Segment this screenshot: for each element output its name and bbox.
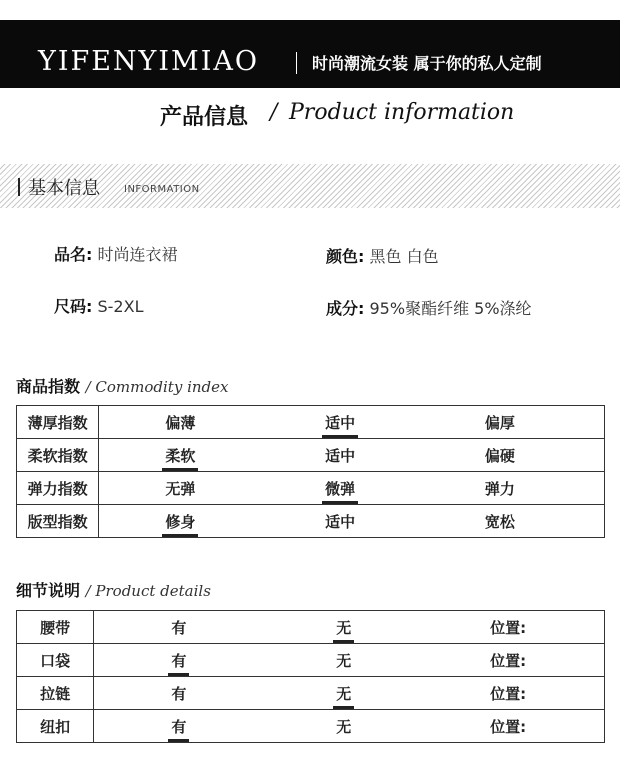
table-row xyxy=(17,472,605,505)
option: 偏硬 xyxy=(484,446,515,465)
option-cell xyxy=(419,505,605,538)
table-row xyxy=(17,611,605,644)
info-item-color xyxy=(326,244,439,267)
brand-divider xyxy=(296,52,297,74)
option-cell xyxy=(259,406,419,439)
option: 无弹 xyxy=(165,479,196,498)
option-cell xyxy=(94,677,259,710)
option: 位置: xyxy=(490,651,527,670)
product-details-table xyxy=(16,610,605,743)
selected-option: 修身 xyxy=(165,512,196,531)
option: 偏厚 xyxy=(484,413,515,432)
option-cell xyxy=(419,472,605,505)
option-cell xyxy=(419,439,605,472)
info-item-name xyxy=(54,242,178,265)
option: 位置: xyxy=(490,684,527,703)
selected-option: 柔软 xyxy=(165,446,196,465)
page-title-en: Product information xyxy=(289,100,515,125)
product-details-title xyxy=(16,578,211,601)
selected-option: 适中 xyxy=(325,413,356,432)
option-cell xyxy=(259,644,424,677)
option-cell xyxy=(94,611,259,644)
info-label: 颜色: xyxy=(326,247,365,266)
option-cell xyxy=(259,472,419,505)
row-label: 纽扣 xyxy=(17,710,94,743)
info-value: 时尚连衣裙 xyxy=(97,245,178,264)
details-title-en: / Product details xyxy=(85,582,211,600)
basic-info-subtitle: INFORMATION xyxy=(124,184,200,195)
info-label: 尺码: xyxy=(54,297,93,316)
header-banner xyxy=(0,20,620,154)
option: 无 xyxy=(336,717,352,736)
info-label: 品名: xyxy=(54,245,93,264)
selected-option: 无 xyxy=(336,618,352,637)
brand-slogan: 时尚潮流女装 属于你的私人定制 xyxy=(312,54,542,73)
details-title-cn: 细节说明 xyxy=(16,581,81,600)
page-title-cn: 产品信息 xyxy=(160,105,249,130)
page-title-separator: / xyxy=(270,100,278,125)
option: 位置: xyxy=(490,717,527,736)
commodity-index-table xyxy=(16,405,605,538)
option-cell xyxy=(99,406,259,439)
commodity-title-cn: 商品指数 xyxy=(16,377,81,396)
table-row xyxy=(17,439,605,472)
option-cell xyxy=(259,439,419,472)
option-cell xyxy=(424,710,604,743)
commodity-title-en: / Commodity index xyxy=(85,378,229,396)
option-cell xyxy=(259,710,424,743)
option-cell xyxy=(94,644,259,677)
row-label: 版型指数 xyxy=(17,505,99,538)
option-cell xyxy=(424,644,604,677)
info-item-material xyxy=(326,296,532,319)
option-cell xyxy=(259,611,424,644)
top-margin xyxy=(0,0,620,20)
row-label: 腰带 xyxy=(17,611,94,644)
table-row xyxy=(17,644,605,677)
option: 位置: xyxy=(490,618,527,637)
brand-name: YIFENYIMIAO xyxy=(38,46,259,77)
info-label: 成分: xyxy=(326,299,365,318)
option-cell xyxy=(419,406,605,439)
basic-info-title: 基本信息 xyxy=(28,178,100,199)
info-value: 95%聚酯纤维 5%涤纶 xyxy=(369,299,532,318)
info-value: 黑色 白色 xyxy=(369,247,439,266)
row-label: 口袋 xyxy=(17,644,94,677)
selected-option: 有 xyxy=(171,717,187,736)
table-row xyxy=(17,505,605,538)
option-cell xyxy=(424,677,604,710)
option-cell xyxy=(94,710,259,743)
section-marker xyxy=(18,178,20,196)
selected-option: 微弹 xyxy=(325,479,356,498)
option: 偏薄 xyxy=(165,413,196,432)
table-row xyxy=(17,710,605,743)
option-cell xyxy=(99,439,259,472)
option: 适中 xyxy=(325,446,356,465)
commodity-index-title xyxy=(16,374,228,397)
info-value: S-2XL xyxy=(97,297,144,316)
row-label: 拉链 xyxy=(17,677,94,710)
option-cell xyxy=(259,505,419,538)
row-label: 薄厚指数 xyxy=(17,406,99,439)
option: 有 xyxy=(171,684,187,703)
band-gap xyxy=(0,154,620,164)
option: 无 xyxy=(336,651,352,670)
selected-option: 无 xyxy=(336,684,352,703)
option: 适中 xyxy=(325,512,356,531)
selected-option: 有 xyxy=(171,651,187,670)
option-cell xyxy=(99,505,259,538)
option-cell xyxy=(424,611,604,644)
option: 有 xyxy=(171,618,187,637)
table-row xyxy=(17,677,605,710)
table-row xyxy=(17,406,605,439)
info-item-size xyxy=(54,294,143,317)
option-cell xyxy=(259,677,424,710)
option-cell xyxy=(99,472,259,505)
row-label: 弹力指数 xyxy=(17,472,99,505)
option: 宽松 xyxy=(484,512,515,531)
option: 弹力 xyxy=(484,479,515,498)
row-label: 柔软指数 xyxy=(17,439,99,472)
